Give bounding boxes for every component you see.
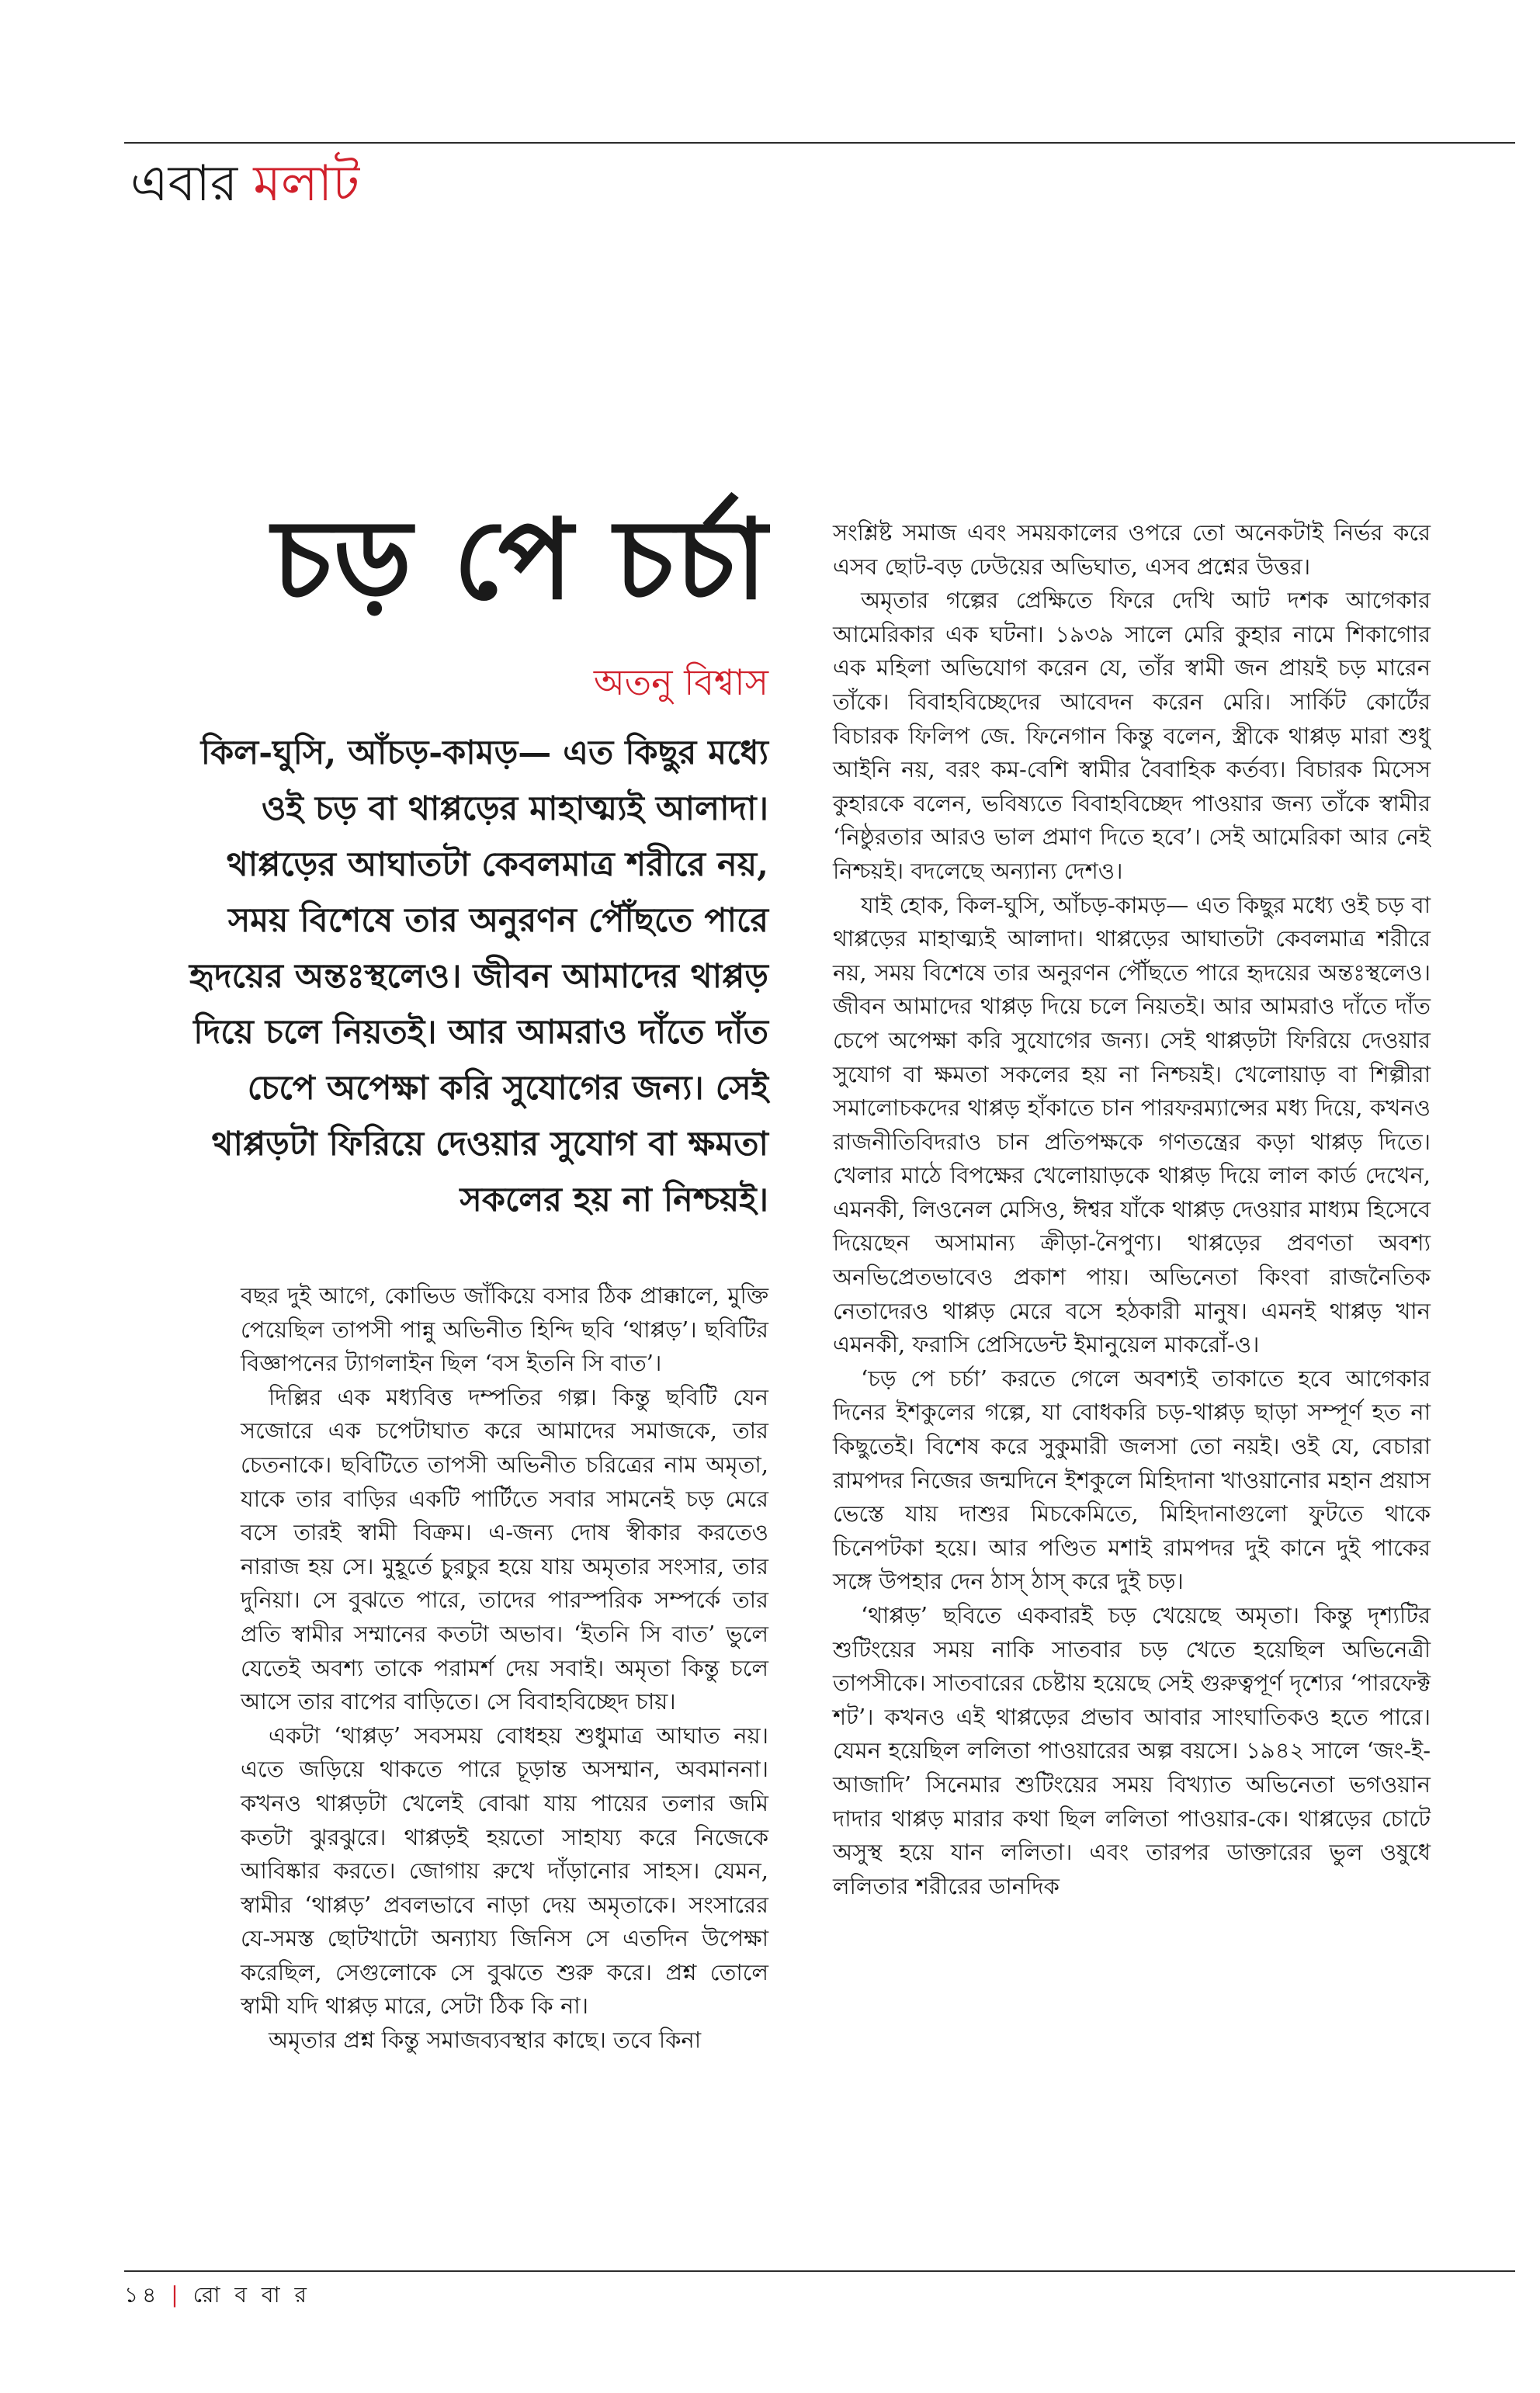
page-number: ১৪ <box>124 2282 161 2308</box>
body-paragraph: দিল্লির এক মধ্যবিত্ত দম্পতির গল্প। কিন্তু ছবিটি যেন সজোরে এক চপেটাঘাত করে আমাদের সমাজকে, তার চেতনাকে। ছবিটিতে তাপসী অভিনীত চরিত্রের নাম অমৃতা, যাকে তার বাড়ির একটি পার্টিতে সবার সামনেই চড় মেরে বসে তারই স্বামী বিক্রম। এ-জন্য দোষ স্বীকার করতেও নারাজ হয় সে। মুহূর্তে চুরচুর হয়ে যায় অমৃতার সংসার, তার দুনিয়া। সে বুঝতে পারে, তাদের পারস্পরিক সম্পর্কে তার প্রতি স্বামীর সম্মানের কতটা অভাব। ‘ইতনি সি বাত’ ভুলে যেতেই অবশ্য তাকে পরামর্শ দেয় সবাই। অমৃতা কিন্তু চলে আসে তার বাপের বাড়িতে। সে বিবাহবিচ্ছেদ চায়। <box>241 1383 768 1715</box>
article-standfirst: কিল-ঘুসি, আঁচড়-কামড়— এত কিছুর মধ্যে ওই চড় বা থাপ্পড়ের মাহাত্ম্যই আলাদা। থাপ্পড়ের আঘাতটা কেবলমাত্র শরীরে নয়, সময় বিশেষে তার অনুরণন পৌঁছতে পারে হৃদয়ের অন্তঃস্থলেও। জীবন আমাদের থাপ্পড় দিয়ে চলে নিয়তই। আর আমরাও দাঁতে দাঁত চেপে অপেক্ষা করি সুযোগের জন্য। সেই থাপ্পড়টা ফিরিয়ে দেওয়ার সুযোগ বা ক্ষমতা সকলের হয় না নিশ্চয়ই। <box>189 734 768 1219</box>
section-label-accent: মলাট <box>253 155 360 213</box>
section-label-prefix: এবার <box>130 155 238 213</box>
body-paragraph: একটা ‘থাপ্পড়’ সবসময় বোধহয় শুধুমাত্র আঘাত নয়। এতে জড়িয়ে থাকতে পারে চূড়ান্ত অসম্মান, অবমাননা। কখনও থাপ্পড়টা খেলেই বোঝা যায় পায়ের তলার জমি কতটা ঝুরঝুরে। থাপ্পড়ই হয়তো সাহায্য করে নিজেকে আবিষ্কার করতে। জোগায় রুখে দাঁড়ানোর সাহস। যেমন, স্বামীর ‘থাপ্পড়’ প্রবলভাবে নাড়া দেয় অমৃতাকে। সংসারের যে-সমস্ত ছোটখাটো অন্যায্য জিনিস সে এতদিন উপেক্ষা করেছিল, সেগুলোকে সে বুঝতে শুরু করে। প্রশ্ন তোলে স্বামী যদি থাপ্পড় মারে, সেটা ঠিক কি না। <box>241 1722 768 2020</box>
body-paragraph: বছর দুই আগে, কোভিড জাঁকিয়ে বসার ঠিক প্রাক্কালে, মুক্তি পেয়েছিল তাপসী পান্নু অভিনীত হিন্দি ছবি ‘থাপ্পড়’। ছবিটির বিজ্ঞাপনের ট্যাগলাইন ছিল ‘বস ইতনি সি বাত’। <box>241 1282 768 1377</box>
body-paragraph: যাই হোক, কিল-ঘুসি, আঁচড়-কামড়— এত কিছুর মধ্যে ওই চড় বা থাপ্পড়ের মাহাত্ম্যই আলাদা। থাপ্পড়ের আঘাতটা কেবলমাত্র শরীরে নয়, সময় বিশেষে তার অনুরণন পৌঁছতে পারে হৃদয়ের অন্তঃস্থলেও। জীবন আমাদের থাপ্পড় দিয়ে চলে নিয়তই। আর আমরাও দাঁতে দাঁত চেপে অপেক্ষা করি সুযোগের জন্য। সেই থাপ্পড়টা ফিরিয়ে দেওয়ার সুযোগ বা ক্ষমতা সকলের হয় না নিশ্চয়ই। খেলোয়াড় বা শিল্পীরা সমালোচকদের থাপ্পড় হাঁকাতে চান পারফরম্যান্সের মধ্য দিয়ে, কখনও রাজনীতিবিদরাও চান প্রতিপক্ষকে গণতন্ত্রের কড়া থাপ্পড় দিতে। খেলার মাঠে বিপক্ষের খেলোয়াড়কে থাপ্পড় দিয়ে লাল কার্ড দেখেন, এমনকী, লিওনেল মেসিও, ঈশ্বর যাঁকে থাপ্পড় দেওয়ার মাধ্যম হিসেবে দিয়েছেন অসামান্য ক্রীড়া-নৈপুণ্য। থাপ্পড়ের প্রবণতা অবশ্য অনভিপ্রেতভাবেও প্রকাশ পায়। অভিনেতা কিংবা রাজনৈতিক নেতাদেরও থাপ্পড় মেরে বসে হঠকারী মানুষ। এমনই থাপ্পড় খান এমনকী, ফরাসি প্রেসিডেন্ট ইমানুয়েল মাকরোঁ-ও। <box>833 891 1431 1358</box>
page-folio <box>124 2278 310 2315</box>
body-paragraph: ‘থাপ্পড়’ ছবিতে একবারই চড় খেয়েছে অমৃতা। কিন্তু দৃশ্যটির শুটিংয়ের সময় নাকি সাতবার চড় খেতে হয়েছিল অভিনেত্রী তাপসীকে। সাতবারের চেষ্টায় হয়েছে সেই গুরুত্বপূর্ণ দৃশ্যের ‘পারফেক্ট শট’। কখনও এই থাপ্পড়ের প্রভাব আবার সাংঘাতিকও হতে পারে। যেমন হয়েছিল ললিতা পাওয়ারের অল্প বয়সে। ১৯৪২ সালে ‘জং-ই-আজাদি’ সিনেমার শুটিংয়ের সময় বিখ্যাত অভিনেতা ভগওয়ান দাদার থাপ্পড় মারার কথা ছিল ললিতা পাওয়ার-কে। থাপ্পড়ের চোটে অসুস্থ হয়ে যান ললিতা। এবং তারপর ডাক্তারের ভুল ওষুধে ললিতার শরীরের ডানদিক <box>833 1602 1431 1899</box>
article-title: চড় পে চর্চা <box>272 495 768 624</box>
section-label <box>130 157 359 211</box>
article-byline: অতনু বিশ্বাস <box>593 661 768 703</box>
body-paragraph: সংশ্লিষ্ট সমাজ এবং সময়কালের ওপরে তো অনেকটাই নির্ভর করে এসব ছোট-বড় ঢেউয়ের অভিঘাত, এসব প্রশ্নের উত্তর। <box>833 519 1431 580</box>
body-column-right <box>833 516 1431 1903</box>
body-column-left <box>241 1279 768 2058</box>
top-rule <box>124 142 1515 144</box>
body-paragraph: ‘চড় পে চর্চা’ করতে গেলে অবশ্যই তাকাতে হবে আগেকার দিনের ইশকুলের গল্পে, যা বোধকরি চড়-থাপ্পড় ছাড়া সম্পূর্ণ হত না কিছুতেই। বিশেষ করে সুকুমারী জলসা তো নয়ই। ওই যে, বেচারা রামপদর নিজের জন্মদিনে ইশকুলে মিহিদানা খাওয়ানোর মহান প্রয়াস ভেস্তে যায় দাশুর মিচকেমিতে, মিহিদানাগুলো ফুটতে থাকে চিনেপটকা হয়ে। আর পণ্ডিত মশাই রামপদর দুই কানে দুই পাকের সঙ্গে উপহার দেন ঠাস্ ঠাস্ করে দুই চড়। <box>833 1365 1431 1595</box>
body-paragraph: অমৃতার প্রশ্ন কিন্তু সমাজব্যবস্থার কাছে। তবে কিনা <box>269 2027 702 2054</box>
body-paragraph: অমৃতার গল্পের প্রেক্ষিতে ফিরে দেখি আট দশক আগেকার আমেরিকার এক ঘটনা। ১৯৩৯ সালে মেরি কুহার নামে শিকাগোর এক মহিলা অভিযোগ করেন যে, তাঁর স্বামী জন প্রায়ই চড় মারেন তাঁকে। বিবাহবিচ্ছেদের আবেদন করেন মেরি। সার্কিট কোর্টের বিচারক ফিলিপ জে. ফিনেগান কিন্তু বলেন, স্ত্রীকে থাপ্পড় মারা শুধু আইনি নয়, বরং কম-বেশি স্বামীর বৈবাহিক কর্তব্য। বিচারক মিসেস কুহারকে বলেন, ভবিষ্যতে বিবাহবিচ্ছেদ পাওয়ার জন্য তাঁকে স্বামীর ‘নিষ্ঠুরতার আরও ভাল প্রমাণ দিতে হবে’। সেই আমেরিকা আর নেই নিশ্চয়ই। বদলেছে অন্যান্য দেশও। <box>833 587 1431 884</box>
magazine-name: রো ব বা র <box>192 2282 310 2308</box>
folio-separator: | <box>171 2282 182 2308</box>
bottom-rule <box>124 2270 1515 2272</box>
